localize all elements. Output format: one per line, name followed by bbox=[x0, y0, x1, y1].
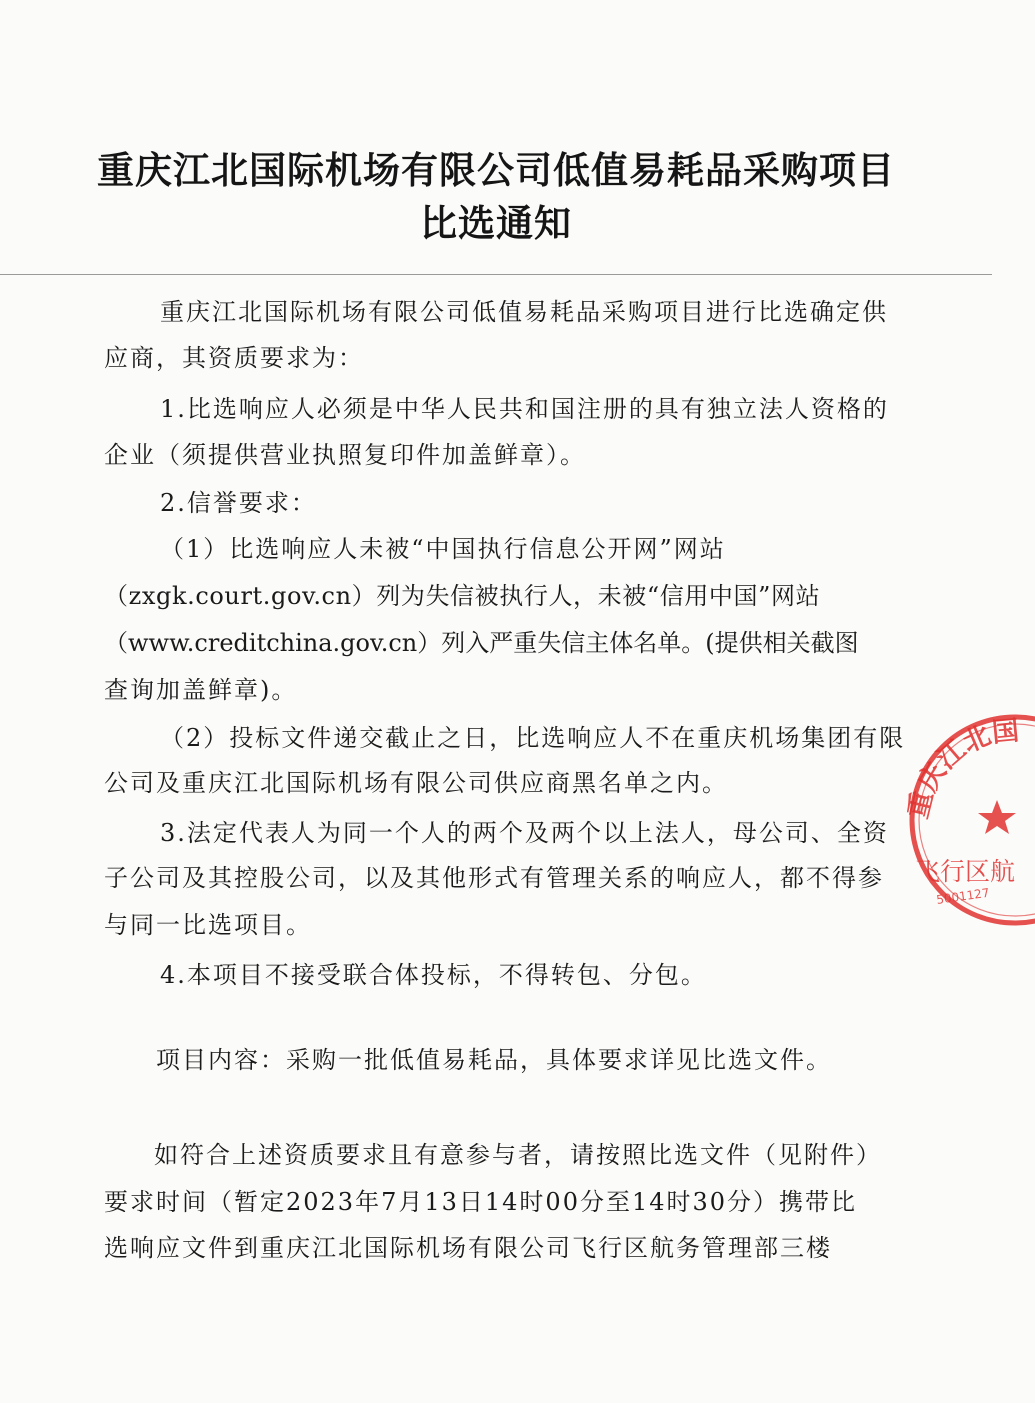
body-line: 重庆江北国际机场有限公司低值易耗品采购项目进行比选确定供 bbox=[160, 298, 888, 326]
body-line: 公司及重庆江北国际机场有限公司供应商黑名单之内。 bbox=[104, 769, 728, 797]
company-seal-stamp bbox=[891, 688, 1035, 927]
body-line: 1.比选响应人必须是中华人民共和国注册的具有独立法人资格的 bbox=[160, 395, 889, 423]
title-divider bbox=[0, 274, 992, 275]
seal-text-bottom: 飞行区航 bbox=[915, 857, 1016, 886]
body-line: 要求时间（暂定2023年7月13日14时00分至14时30分）携带比 bbox=[104, 1188, 858, 1216]
seal-text-top: 重庆江北国际 bbox=[891, 688, 1021, 822]
seal-star-icon bbox=[978, 800, 1016, 834]
document-title-line2: 比选通知 bbox=[420, 201, 572, 245]
body-line: （2）投标文件递交截止之日，比选响应人不在重庆机场集团有限 bbox=[160, 724, 906, 752]
document-title-line1: 重庆江北国际机场有限公司低值易耗品采购项目 bbox=[97, 148, 895, 192]
body-line: 2.信誉要求： bbox=[160, 489, 317, 517]
body-line: 选响应文件到重庆江北国际机场有限公司飞行区航务管理部三楼 bbox=[104, 1234, 832, 1262]
body-line: 项目内容：采购一批低值易耗品，具体要求详见比选文件。 bbox=[156, 1046, 832, 1074]
body-line: 如符合上述资质要求且有意参与者，请按照比选文件（见附件） bbox=[154, 1141, 882, 1169]
body-line: 4.本项目不接受联合体投标，不得转包、分包。 bbox=[160, 961, 707, 989]
body-line: （zxgk.court.gov.cn）列为失信被执行人，未被“信用中国”网站 bbox=[104, 582, 821, 610]
svg-text:重庆江北国际 bbox=[892, 688, 1021, 822]
body-line: （1）比选响应人未被“中国执行信息公开网”网站 bbox=[160, 535, 726, 563]
body-line: 应商，其资质要求为： bbox=[104, 344, 364, 372]
body-line: 查询加盖鲜章)。 bbox=[104, 676, 298, 704]
body-line: （www.creditchina.gov.cn）列入严重失信主体名单。(提供相关截图 bbox=[104, 629, 859, 657]
body-line: 企业（须提供营业执照复印件加盖鲜章）。 bbox=[104, 441, 586, 469]
body-line: 子公司及其控股公司，以及其他形式有管理关系的响应人，都不得参 bbox=[104, 864, 884, 892]
body-line: 3.法定代表人为同一个人的两个及两个以上法人，母公司、全资 bbox=[160, 819, 889, 847]
seal-number: 5001127 bbox=[935, 885, 991, 907]
body-line: 与同一比选项目。 bbox=[104, 911, 312, 939]
